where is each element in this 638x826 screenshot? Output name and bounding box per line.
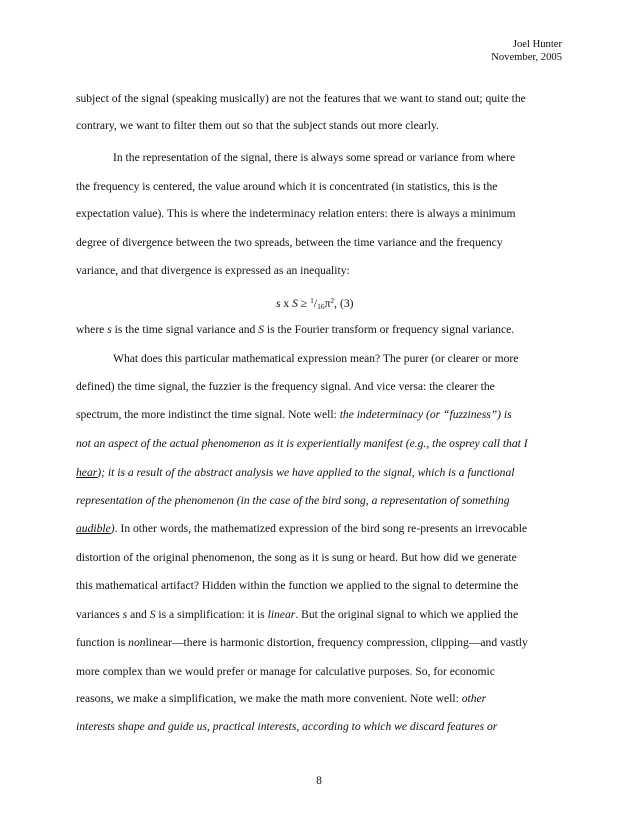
text-segment: interests shape and guide us, practical interests, according to which we discard features or: [76, 720, 498, 733]
text-line: [76, 380, 495, 394]
text-line: [113, 151, 515, 165]
text-line: [76, 236, 503, 250]
text-segment: . In other words, the mathematized expression of the bird song re-presents an irrevocable: [114, 522, 528, 535]
text-line: [76, 608, 518, 622]
text-line: [76, 119, 439, 133]
header-author: Joel Hunter: [512, 39, 562, 50]
text-segment: S: [258, 323, 265, 336]
text-segment: and: [127, 608, 150, 621]
text-line: [76, 665, 495, 679]
text-segment: ); it is a result of the abstract analysis we have applied to the signal, which is a functional: [97, 466, 515, 479]
text-line: [76, 636, 528, 650]
text-segment: this mathematical artifact? Hidden within the function we applied to the signal to determine the: [76, 579, 519, 592]
text-segment: S: [149, 608, 156, 621]
text-line: [76, 579, 518, 593]
text-segment: π: [324, 297, 331, 310]
text-segment: . But the original signal to which we applied the: [295, 608, 519, 621]
text-segment: /: [313, 297, 318, 310]
text-segment: degree of divergence between the two spreads, between the time variance and the frequency: [76, 236, 503, 249]
text-line: [76, 92, 526, 106]
text-segment: is the Fourier transform or frequency signal variance.: [264, 323, 515, 336]
text-segment: s: [122, 608, 128, 621]
page-number: 8: [316, 774, 322, 787]
text-segment: s: [107, 323, 112, 336]
text-segment: not an aspect of the actual phenomenon as it is experientially manifest (e.g., the osprey call that I: [76, 437, 528, 450]
text-segment: subject of the signal (speaking musically) are not the features that we want to stand out; quite the: [76, 92, 526, 105]
text-segment: is the time signal variance and: [111, 323, 259, 336]
text-segment: S: [292, 297, 298, 310]
text-line: [76, 720, 497, 734]
text-segment: linear—there is harmonic distortion, frequency compression, clipping—and vastly: [145, 636, 528, 649]
text-segment: 2: [330, 296, 335, 305]
text-segment: , (3): [334, 297, 354, 310]
formula-line: [276, 294, 354, 314]
text-segment: where: [76, 323, 108, 336]
text-segment: 1: [310, 296, 314, 305]
text-segment: is a simplification: it is: [155, 608, 268, 621]
text-line: [76, 180, 497, 194]
text-segment: spectrum, the more indistinct the time signal. Note well:: [76, 408, 340, 421]
text-segment: s: [276, 297, 281, 310]
text-segment: the frequency is centered, the value around which it is concentrated (in statistics, this is the: [76, 180, 498, 193]
text-segment: ≥: [297, 297, 311, 310]
text-segment: x: [280, 297, 293, 310]
text-segment: contrary, we want to filter them out so that the subject stands out more clearly.: [76, 119, 439, 132]
text-segment: variances: [76, 608, 123, 621]
text-segment: more complex than we would prefer or manage for calculative purposes. So, for economic: [76, 665, 495, 678]
text-line: [76, 494, 510, 508]
text-segment: linear: [267, 608, 296, 621]
text-line: [76, 323, 514, 337]
text-line: [76, 207, 516, 221]
text-segment: the indeterminacy (or “fuzziness”) is: [339, 408, 512, 421]
text-segment: audible: [76, 522, 111, 535]
header-date: November, 2005: [491, 52, 562, 63]
text-line: [76, 408, 512, 422]
page-header: [491, 38, 562, 64]
text-line: [76, 437, 528, 451]
text-segment: What does this particular mathematical expression mean? The purer (or clearer or more: [113, 352, 519, 365]
text-segment: non: [128, 636, 146, 649]
text-segment: hear: [76, 466, 98, 479]
text-line: [113, 352, 518, 366]
text-segment: distortion of the original phenomenon, the song as it is sung or heard. But how did we generate: [76, 551, 517, 564]
text-line: [76, 551, 517, 565]
text-segment: 16: [317, 302, 325, 311]
text-segment: ): [110, 522, 115, 535]
text-segment: representation of the phenomenon (in the case of the bird song, a representation of something: [76, 494, 510, 507]
text-segment: function is: [76, 636, 129, 649]
text-line: [76, 466, 515, 480]
text-line: [76, 692, 486, 706]
text-segment: In the representation of the signal, there is always some spread or variance from where: [113, 151, 516, 164]
text-line: [76, 264, 350, 278]
text-segment: variance, and that divergence is expressed as an inequality:: [76, 264, 350, 277]
text-segment: expectation value). This is where the indeterminacy relation enters: there is always a minimum: [76, 207, 516, 220]
text-segment: other: [461, 692, 487, 705]
text-line: [76, 522, 527, 536]
text-segment: defined) the time signal, the fuzzier is the frequency signal. And vice versa: the clearer the: [76, 380, 495, 393]
text-segment: reasons, we make a simplification, we make the math more convenient. Note well:: [76, 692, 462, 705]
